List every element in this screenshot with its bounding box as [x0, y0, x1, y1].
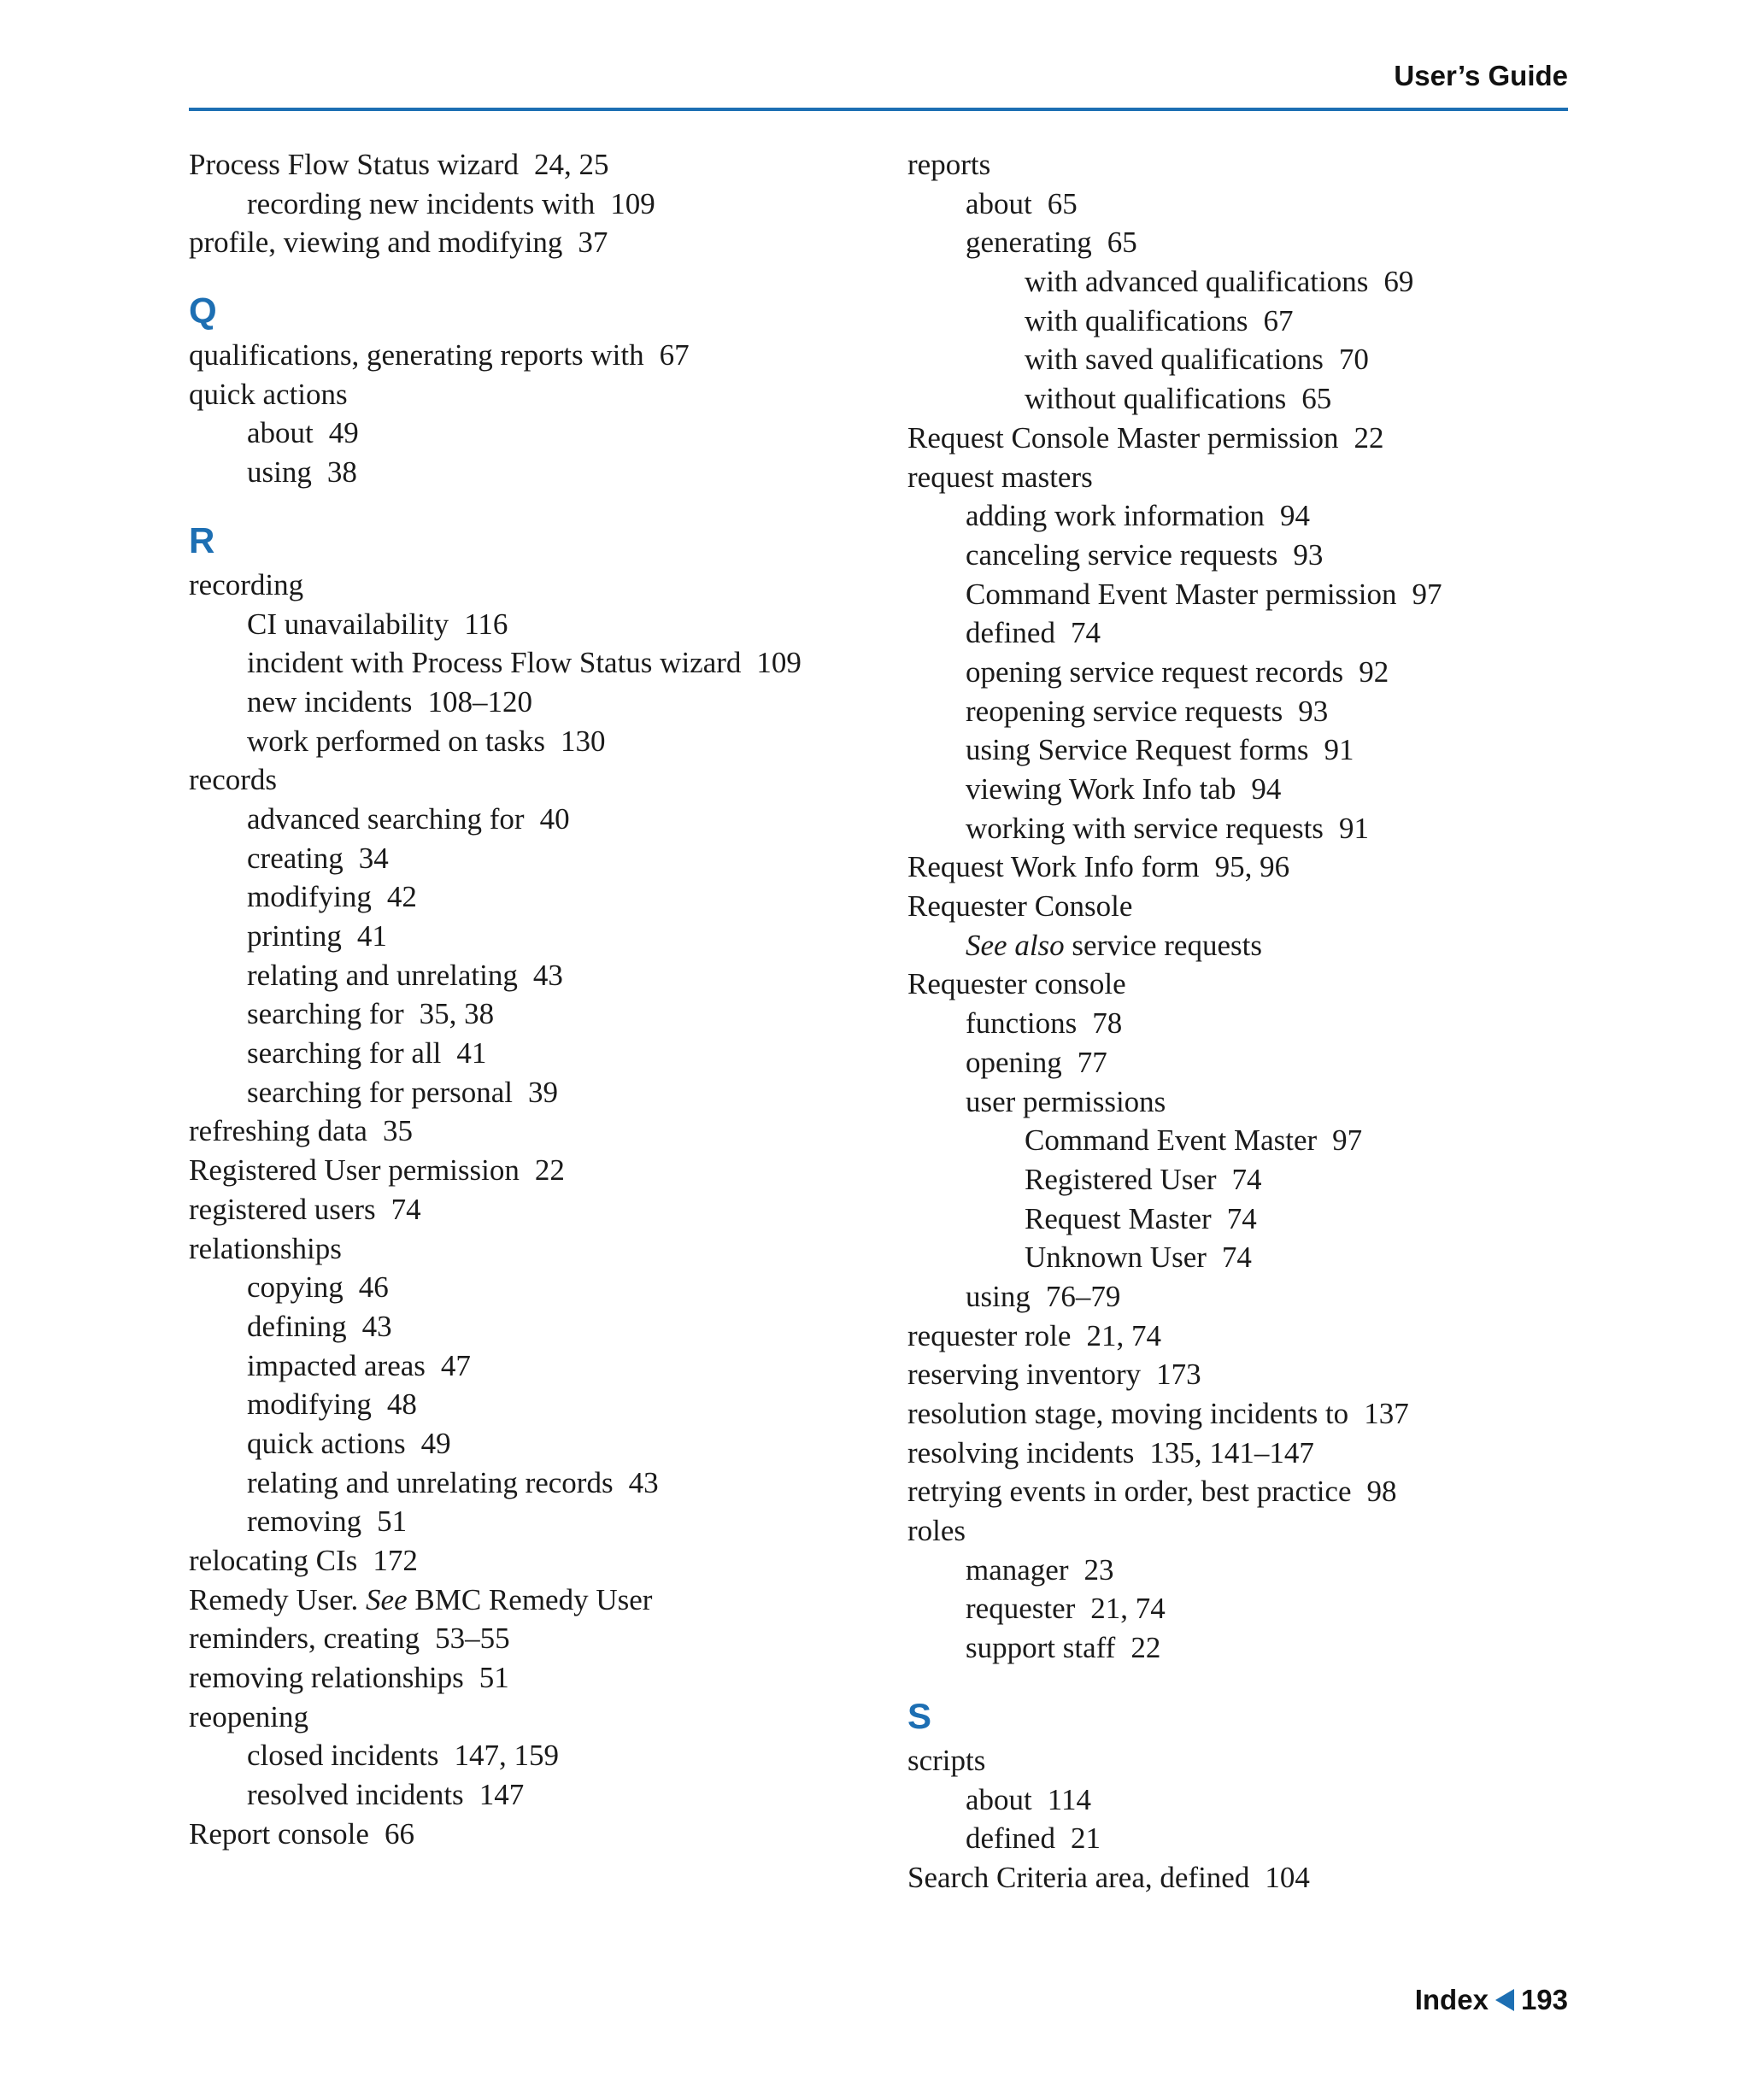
- page-reference: 74: [1226, 1201, 1257, 1235]
- index-term: searching for: [247, 997, 404, 1031]
- index-entry: [189, 877, 890, 917]
- index-entry: [907, 926, 1574, 965]
- index-term: Request Console Master permission: [907, 420, 1339, 455]
- index-term: recording new incidents with: [247, 186, 596, 220]
- index-entry: [907, 496, 1574, 536]
- page-reference: 67: [659, 338, 690, 372]
- page-reference: 109: [610, 186, 655, 220]
- page-reference: 42: [386, 880, 417, 914]
- page-reference: 172: [373, 1544, 418, 1577]
- index-entry: [189, 1502, 890, 1541]
- page-reference: 74: [1221, 1241, 1252, 1275]
- page-reference: 49: [328, 416, 359, 450]
- index-entry: [189, 1268, 890, 1307]
- index-entry: [907, 1317, 1574, 1356]
- page-reference: 21, 74: [1086, 1318, 1161, 1352]
- page-reference: 137: [1364, 1397, 1409, 1430]
- index-term: Unknown User: [1025, 1241, 1207, 1275]
- page-reference: 23: [1083, 1552, 1114, 1587]
- page-reference: 130: [560, 724, 606, 758]
- index-entry: [907, 1004, 1574, 1043]
- index-term: Request Master: [1025, 1201, 1212, 1235]
- index-entry: [907, 1355, 1574, 1394]
- index-term: Process Flow Status wizard: [189, 148, 519, 181]
- index-term: Requester Console: [907, 889, 1133, 924]
- page-reference: 69: [1383, 265, 1414, 299]
- index-term: reserving inventory: [907, 1358, 1142, 1392]
- index-term: Report console: [189, 1816, 369, 1851]
- page-reference: 65: [1301, 382, 1332, 416]
- index-entry: [907, 1551, 1574, 1590]
- index-term: without qualifications: [1025, 382, 1287, 416]
- see-reference-target: BMC Remedy User: [414, 1582, 653, 1616]
- page-reference: 74: [391, 1192, 421, 1226]
- index-term: searching for personal: [247, 1075, 513, 1109]
- index-entry: [189, 956, 890, 995]
- index-term: generating: [966, 226, 1092, 260]
- page-reference: 94: [1251, 772, 1282, 806]
- index-term: resolving incidents: [907, 1435, 1135, 1469]
- index-term: scripts: [907, 1743, 986, 1777]
- index-term: functions: [966, 1006, 1078, 1041]
- index-term: about: [247, 416, 314, 450]
- index-term: Command Event Master: [1025, 1123, 1318, 1158]
- index-term: relating and unrelating: [247, 958, 518, 992]
- page-reference: 21, 74: [1090, 1592, 1166, 1626]
- page-reference: 34: [358, 841, 389, 875]
- index-entry: [907, 1741, 1574, 1780]
- page-number: 193: [1520, 1984, 1568, 2015]
- index-term: creating: [247, 841, 344, 875]
- index-term: Search Criteria area, defined: [907, 1860, 1250, 1894]
- index-term: removing: [247, 1505, 362, 1539]
- index-term: with advanced qualifications: [1025, 265, 1369, 299]
- index-entry: [189, 1464, 890, 1503]
- index-entry: [907, 536, 1574, 575]
- page-reference: 173: [1156, 1358, 1201, 1392]
- index-entry: [189, 1775, 890, 1815]
- index-term: support staff: [966, 1631, 1116, 1665]
- index-term: using: [966, 1279, 1031, 1313]
- index-entry: [907, 1511, 1574, 1551]
- index-entry: [907, 185, 1574, 224]
- index-entry: [907, 1160, 1574, 1200]
- index-entry: [189, 1151, 890, 1190]
- index-term: advanced searching for: [247, 801, 525, 836]
- index-entry: [189, 683, 890, 722]
- index-term: using Service Request forms: [966, 733, 1309, 767]
- index-entry: [907, 1472, 1574, 1511]
- index-term: opening: [966, 1045, 1062, 1079]
- page-reference: 116: [464, 607, 508, 641]
- footer-section-label: Index: [1414, 1984, 1489, 2015]
- page-reference: 40: [539, 801, 570, 836]
- index-entry: [907, 145, 1574, 185]
- index-entry: [189, 1698, 890, 1737]
- index-term: printing: [247, 919, 342, 953]
- index-term: Command Event Master permission: [966, 577, 1397, 611]
- index-entry: [189, 1658, 890, 1698]
- index-entry: [907, 692, 1574, 731]
- index-entry: [907, 340, 1574, 379]
- index-entry: [189, 643, 890, 683]
- index-term: Registered User permission: [189, 1153, 520, 1188]
- page-reference: 147: [479, 1778, 525, 1812]
- index-term: request masters: [907, 460, 1093, 494]
- page-reference: 74: [1231, 1162, 1262, 1196]
- index-term: requester: [966, 1592, 1076, 1626]
- index-term: requester role: [907, 1318, 1072, 1352]
- index-term: about: [966, 1782, 1032, 1816]
- index-term: relating and unrelating records: [247, 1465, 614, 1499]
- see-reference-label: See also: [966, 928, 1065, 962]
- see-reference-label: See: [366, 1582, 408, 1616]
- page-reference: 37: [578, 226, 608, 260]
- index-column-right: [907, 145, 1574, 1898]
- index-entry: [189, 760, 890, 800]
- page-reference: 43: [628, 1465, 659, 1499]
- page-reference: 35, 38: [419, 997, 495, 1031]
- page-reference: 22: [1130, 1631, 1161, 1665]
- index-entry: [907, 1238, 1574, 1277]
- page-reference: 49: [420, 1426, 451, 1460]
- index-entry: [189, 1229, 890, 1269]
- page-reference: 51: [479, 1661, 509, 1695]
- index-entry: [907, 848, 1574, 887]
- index-term: work performed on tasks: [247, 724, 545, 758]
- index-entry: [907, 613, 1574, 653]
- running-header-title: User’s Guide: [1394, 60, 1568, 91]
- index-entry: [189, 839, 890, 878]
- index-entry: [189, 917, 890, 956]
- index-term: closed incidents: [247, 1739, 439, 1773]
- index-term: relationships: [189, 1231, 342, 1265]
- page-reference: 92: [1359, 654, 1389, 689]
- index-term: incident with Process Flow Status wizard: [247, 646, 742, 680]
- index-term: defined: [966, 1821, 1055, 1856]
- index-entry: [189, 800, 890, 839]
- page-reference: 109: [756, 646, 802, 680]
- index-entry: [907, 770, 1574, 809]
- index-term: modifying: [247, 1387, 372, 1422]
- page-reference: 24, 25: [533, 148, 609, 181]
- index-entry: [189, 1307, 890, 1346]
- index-term: manager: [966, 1552, 1069, 1587]
- index-entry: [189, 566, 890, 605]
- index-entry: [189, 1385, 890, 1424]
- page-reference: 93: [1298, 694, 1329, 728]
- index-entry: [189, 1034, 890, 1073]
- index-term: reopening: [189, 1699, 308, 1733]
- index-term: with qualifications: [1025, 303, 1248, 337]
- index-term: reports: [907, 148, 991, 181]
- index-entry: [189, 1073, 890, 1112]
- page-reference: 38: [326, 455, 357, 490]
- index-term: registered users: [189, 1192, 376, 1226]
- index-term: quick actions: [189, 377, 348, 411]
- triangle-left-icon: [1495, 1989, 1514, 2011]
- page-reference: 147, 159: [454, 1739, 560, 1773]
- index-entry: [907, 1121, 1574, 1160]
- index-entry: [907, 1082, 1574, 1122]
- page-reference: 21: [1070, 1821, 1101, 1856]
- index-term: relocating CIs: [189, 1544, 358, 1577]
- index-entry: [907, 1043, 1574, 1082]
- page-reference: 65: [1107, 226, 1137, 260]
- index-term: modifying: [247, 880, 372, 914]
- index-term: Registered User: [1025, 1162, 1217, 1196]
- index-entry: [907, 419, 1574, 458]
- page-reference: 97: [1412, 577, 1442, 611]
- index-term: roles: [907, 1514, 966, 1548]
- index-term: about: [966, 186, 1032, 220]
- index-entry: [907, 1819, 1574, 1858]
- index-entry: [907, 1628, 1574, 1668]
- index-entry: [907, 302, 1574, 341]
- index-entry: [189, 185, 890, 224]
- page-reference: 78: [1092, 1006, 1123, 1041]
- index-term: Remedy User.: [189, 1582, 359, 1616]
- index-letter-heading: S: [907, 1695, 932, 1736]
- index-letter-heading: Q: [189, 290, 217, 331]
- index-entry: [189, 722, 890, 761]
- index-term: user permissions: [966, 1084, 1166, 1118]
- index-entry: [189, 1736, 890, 1775]
- index-term: searching for all: [247, 1036, 442, 1071]
- index-entry: [189, 336, 890, 375]
- index-term: using: [247, 455, 312, 490]
- index-term: refreshing data: [189, 1114, 367, 1148]
- page-reference: 43: [361, 1309, 392, 1343]
- page-reference: 22: [534, 1153, 565, 1188]
- page-reference: 76–79: [1045, 1279, 1121, 1313]
- index-entry: [189, 605, 890, 644]
- page-reference: 35: [382, 1114, 413, 1148]
- page-reference: 43: [532, 958, 563, 992]
- page-reference: 39: [527, 1075, 558, 1109]
- index-entry: [189, 1619, 890, 1658]
- index-entry: [189, 1424, 890, 1464]
- index-term: resolution stage, moving incidents to: [907, 1397, 1349, 1430]
- page-reference: 114: [1047, 1782, 1091, 1816]
- index-term: viewing Work Info tab: [966, 772, 1236, 806]
- index-term: qualifications, generating reports with: [189, 338, 644, 372]
- index-entry: [189, 1581, 890, 1620]
- index-term: new incidents: [247, 684, 413, 719]
- index-entry: [189, 1112, 890, 1151]
- index-entry: [907, 809, 1574, 848]
- index-term: reopening service requests: [966, 694, 1283, 728]
- index-entry: [907, 223, 1574, 262]
- index-entry: [907, 458, 1574, 497]
- index-term: Request Work Info form: [907, 850, 1200, 884]
- index-term: quick actions: [247, 1426, 406, 1460]
- index-entry: [189, 223, 890, 262]
- index-entry: [189, 994, 890, 1034]
- index-term: recording: [189, 567, 304, 601]
- index-term: resolved incidents: [247, 1778, 464, 1812]
- index-term: adding work information: [966, 499, 1265, 533]
- index-term: defined: [966, 616, 1055, 650]
- index-entry: [907, 575, 1574, 614]
- index-entry: [907, 1434, 1574, 1473]
- index-term: with saved qualifications: [1025, 343, 1324, 377]
- index-entry: [907, 262, 1574, 302]
- index-column-left: [189, 145, 890, 1854]
- index-entry: [907, 1277, 1574, 1317]
- page-reference: 91: [1338, 811, 1369, 845]
- index-term: profile, viewing and modifying: [189, 226, 563, 260]
- index-term: retrying events in order, best practice: [907, 1475, 1352, 1509]
- index-entry: [907, 730, 1574, 770]
- index-entry: [907, 1200, 1574, 1239]
- index-entry: [189, 1541, 890, 1581]
- page-reference: 67: [1263, 303, 1294, 337]
- index-entry: [907, 653, 1574, 692]
- index-term: removing relationships: [189, 1661, 464, 1695]
- index-entry: [907, 1589, 1574, 1628]
- index-entry: [907, 379, 1574, 419]
- header-rule: [189, 108, 1568, 111]
- page-reference: 22: [1354, 420, 1384, 455]
- index-term: opening service request records: [966, 654, 1344, 689]
- index-entry: [189, 453, 890, 492]
- index-term: reminders, creating: [189, 1622, 420, 1656]
- page-reference: 47: [440, 1348, 471, 1382]
- page-reference: 93: [1293, 537, 1324, 572]
- page-reference: 77: [1077, 1045, 1107, 1079]
- index-letter-heading: R: [189, 519, 215, 560]
- page-reference: 48: [386, 1387, 417, 1422]
- see-reference-target: service requests: [1072, 928, 1262, 962]
- page-reference: 135, 141–147: [1149, 1435, 1314, 1469]
- page-reference: 97: [1332, 1123, 1363, 1158]
- index-entry: [189, 1346, 890, 1386]
- page-reference: 108–120: [427, 684, 532, 719]
- index-term: canceling service requests: [966, 537, 1278, 572]
- index-entry: [907, 887, 1574, 926]
- index-entry: [907, 1394, 1574, 1434]
- index-term: defining: [247, 1309, 347, 1343]
- index-entry: [907, 965, 1574, 1004]
- page-reference: 41: [356, 919, 387, 953]
- page-reference: 94: [1279, 499, 1310, 533]
- index-term: records: [189, 763, 278, 797]
- index-term: working with service requests: [966, 811, 1324, 845]
- index-entry: [189, 375, 890, 414]
- index-entry: [189, 414, 890, 453]
- index-term: impacted areas: [247, 1348, 426, 1382]
- page-reference: 53–55: [435, 1622, 510, 1656]
- page-reference: 46: [358, 1270, 389, 1305]
- page-reference: 95, 96: [1214, 850, 1290, 884]
- page-reference: 74: [1070, 616, 1101, 650]
- page-reference: 51: [377, 1505, 408, 1539]
- page-reference: 104: [1265, 1860, 1310, 1894]
- page-reference: 41: [456, 1036, 487, 1071]
- page-footer: [1415, 1984, 1568, 2016]
- index-entry: [189, 145, 890, 185]
- page-reference: 65: [1047, 186, 1078, 220]
- index-entry: [189, 1815, 890, 1854]
- index-term: Requester console: [907, 967, 1126, 1001]
- index-entry: [907, 1780, 1574, 1820]
- page-reference: 91: [1324, 733, 1354, 767]
- index-entry: [907, 1858, 1574, 1898]
- page-reference: 70: [1338, 343, 1369, 377]
- index-entry: [189, 1190, 890, 1229]
- page-reference: 98: [1366, 1475, 1397, 1509]
- index-term: CI unavailability: [247, 607, 449, 641]
- page-reference: 66: [384, 1816, 414, 1851]
- index-term: copying: [247, 1270, 344, 1305]
